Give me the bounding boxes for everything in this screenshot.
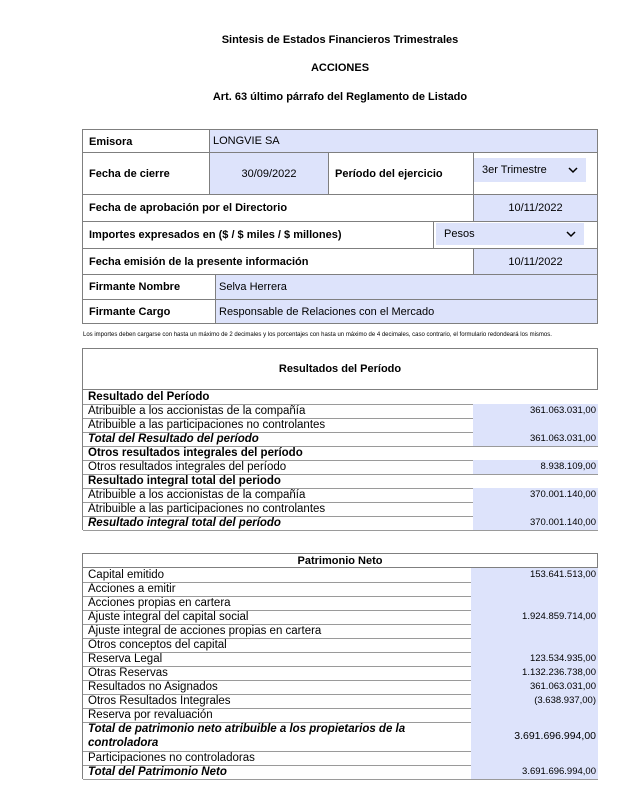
- aprobacion-label: Fecha de aprobación por el Directorio: [89, 202, 288, 214]
- no-controladoras-value[interactable]: [471, 751, 598, 765]
- resultados-row: [83, 446, 598, 460]
- patrimonio-row-label: Reserva Legal: [88, 653, 163, 665]
- patrimonio-row: [83, 582, 598, 596]
- no-controladoras-label: Participaciones no controladoras: [88, 752, 255, 764]
- rounding-note: Los importes deben cargarse con hasta un máximo de 2 decimales y los porcentajes con hasta un máximo de 4 decimales, caso contrario, el formulario redondeará los mismos.: [83, 332, 552, 338]
- patrimonio-row-label: Otros conceptos del capital: [88, 639, 227, 651]
- patrimonio-row-label: Otros Resultados Integrales: [88, 695, 231, 707]
- total-patrimonio-value[interactable]: 3.691.696.994,00: [471, 765, 598, 779]
- resultados-row-value[interactable]: 361.063.031,00: [473, 432, 598, 446]
- patrimonio-row-value[interactable]: [471, 624, 598, 638]
- report-article: Art. 63 último párrafo del Reglamento de Listado: [212, 91, 468, 103]
- resultados-row: [83, 432, 598, 446]
- emisora-label: Emisora: [89, 136, 133, 148]
- resultados-row-label: Resultado del Período: [88, 391, 210, 403]
- patrimonio-row: [83, 610, 598, 624]
- firmante-nombre-label: Firmante Nombre: [89, 281, 181, 293]
- patrimonio-row-value[interactable]: 1.132.236.738,00: [471, 666, 598, 680]
- resultados-row-label: Atribuible a los accionistas de la compañía: [88, 489, 306, 501]
- importes-select[interactable]: [436, 223, 584, 245]
- patrimonio-row: [83, 708, 598, 722]
- total-controladora-row: [83, 722, 598, 751]
- firmante-cargo-label: Firmante Cargo: [89, 305, 171, 318]
- chevron-down-icon: [566, 229, 576, 239]
- patrimonio-row-label: Otras Reservas: [88, 667, 168, 679]
- resultados-row-value[interactable]: 8.938.109,00: [473, 460, 598, 474]
- patrimonio-row-label: Resultados no Asignados: [88, 681, 218, 693]
- patrimonio-row-value[interactable]: 123.534.935,00: [471, 652, 598, 666]
- resultados-row: [83, 418, 598, 432]
- fecha-cierre-label: Fecha de cierre: [89, 167, 170, 180]
- periodo-select[interactable]: [474, 158, 586, 182]
- patrimonio-row-label: Reserva por revaluación: [88, 709, 213, 721]
- patrimonio-row-label: Acciones a emitir: [88, 583, 176, 595]
- no-controladoras-row: [83, 751, 598, 765]
- resultados-row-label: Atribuible a los accionistas de la compañía: [88, 405, 306, 417]
- patrimonio-row: [83, 680, 598, 694]
- patrimonio-row-value[interactable]: 361.063.031,00: [471, 680, 598, 694]
- resultados-row-value[interactable]: [473, 418, 598, 432]
- total-patrimonio-row: [83, 765, 598, 779]
- resultados-row-value[interactable]: 361.063.031,00: [473, 404, 598, 418]
- importes-select-value: Pesos: [444, 228, 475, 240]
- resultados-row: [83, 460, 598, 474]
- fecha-cierre-field[interactable]: 30/09/2022: [210, 153, 328, 194]
- patrimonio-row: [83, 666, 598, 680]
- row-divider: [83, 530, 598, 531]
- patrimonio-row: [83, 694, 598, 708]
- patrimonio-row-value[interactable]: [471, 638, 598, 652]
- report-subtitle: ACCIONES: [310, 62, 370, 74]
- patrimonio-row-value[interactable]: 153.641.513,00: [471, 568, 598, 582]
- firmante-cargo-field[interactable]: Responsable de Relaciones con el Mercado: [216, 300, 597, 323]
- resultados-row-label: Resultado integral total del período: [88, 517, 281, 529]
- emision-field[interactable]: 10/11/2022: [474, 249, 597, 274]
- patrimonio-row-value[interactable]: [471, 582, 598, 596]
- emisora-field[interactable]: LONGVIE SA: [210, 130, 597, 152]
- firmante-nombre-field[interactable]: Selva Herrera: [216, 275, 597, 299]
- resultados-row: [83, 516, 598, 530]
- resultados-row-label: Otros resultados integrales del período: [88, 447, 303, 459]
- patrimonio-row-value[interactable]: [471, 596, 598, 610]
- patrimonio-row: [83, 624, 598, 638]
- patrimonio-row-label: Ajuste integral de acciones propias en cartera: [88, 625, 322, 637]
- importes-label: Importes expresados en ($ / $ miles / $ millones): [89, 229, 342, 241]
- resultados-row: [83, 488, 598, 502]
- total-controladora-label: Total de patrimonio neto atribuible a los propietarios de la controladora: [88, 723, 406, 749]
- patrimonio-row: [83, 652, 598, 666]
- resultados-row-label: Atribuible a las participaciones no controlantes: [88, 503, 326, 515]
- total-controladora-value[interactable]: 3.691.696.994,00: [471, 722, 598, 751]
- patrimonio-row-label: Ajuste integral del capital social: [88, 611, 249, 623]
- resultados-row-value[interactable]: 370.001.140,00: [473, 516, 598, 530]
- patrimonio-row-value[interactable]: 1.924.859.714,00: [471, 610, 598, 624]
- resultados-row-label: Total del Resultado del período: [88, 433, 259, 445]
- patrimonio-row-value[interactable]: (3.638.937,00): [471, 694, 598, 708]
- resultados-row: [83, 502, 598, 516]
- periodo-select-value: 3er Trimestre: [482, 164, 547, 176]
- chevron-down-icon: [568, 165, 578, 175]
- patrimonio-row-label: Acciones propias en cartera: [88, 597, 231, 609]
- patrimonio-title: Patrimonio Neto: [297, 555, 383, 567]
- resultados-row-value[interactable]: 370.001.140,00: [473, 488, 598, 502]
- resultados-row: [83, 390, 598, 404]
- aprobacion-field[interactable]: 10/11/2022: [474, 195, 597, 221]
- emision-label: Fecha emisión de la presente información: [89, 255, 309, 268]
- resultados-title: Resultados del Período: [278, 363, 402, 375]
- resultados-row: [83, 404, 598, 418]
- patrimonio-row: [83, 568, 598, 582]
- report-title: Sintesis de Estados Financieros Trimestrales: [221, 34, 459, 46]
- resultados-row-label: Resultado integral total del periodo: [88, 475, 281, 487]
- total-patrimonio-label: Total del Patrimonio Neto: [88, 766, 227, 778]
- resultados-row-value[interactable]: [473, 502, 598, 516]
- resultados-row-label: Otros resultados integrales del período: [88, 461, 287, 473]
- resultados-row-label: Atribuible a las participaciones no controlantes: [88, 419, 326, 431]
- patrimonio-row: [83, 596, 598, 610]
- resultados-row: [83, 474, 598, 488]
- patrimonio-row: [83, 638, 598, 652]
- patrimonio-row-value[interactable]: [471, 708, 598, 722]
- periodo-label: Período del ejercicio: [335, 167, 443, 180]
- patrimonio-row-label: Capital emitido: [88, 569, 165, 581]
